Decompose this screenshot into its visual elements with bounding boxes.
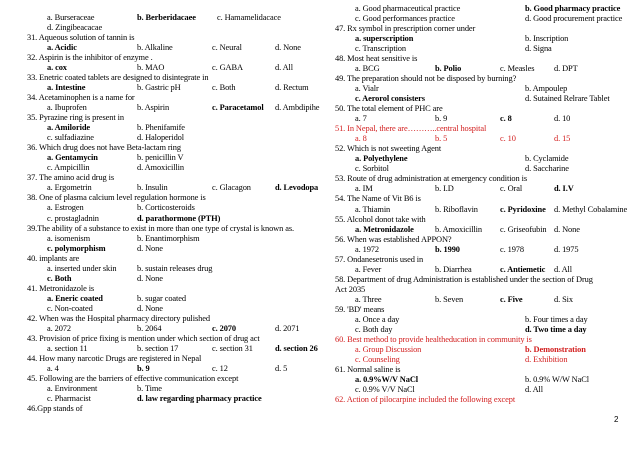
answer-option: a. Intestine: [47, 82, 86, 92]
question-text: 36. Which drug does not have Beta-lactam ring: [27, 143, 181, 153]
question-text: 59. 'BD' means: [335, 305, 385, 314]
answer-option: c. Counseling: [355, 355, 400, 365]
answer-option: c. 10: [500, 134, 516, 144]
answer-option: b. Enantimorphism: [137, 233, 200, 243]
answer-option: d. Exhibition: [525, 355, 568, 365]
answer-option: b. Good pharmacy practice: [525, 3, 621, 13]
answer-option: a. inserted under skin: [47, 263, 117, 273]
answer-option: b. section 17: [137, 344, 179, 354]
answer-option: b. Gastric pH: [137, 82, 181, 92]
question-text: 53. Route of drug administration at emergency condition is: [335, 174, 527, 184]
answer-option: a. Group Discussion: [355, 345, 422, 355]
question-text: 44. How many narcotic Drugs are registered in Nepal: [27, 354, 202, 364]
answer-option: a. Eneric coated: [47, 293, 103, 303]
question-text: 50. The total element of PHC are: [335, 104, 443, 113]
answer-option: d. Two time a day: [525, 325, 587, 335]
answer-option: a. cox: [47, 62, 67, 72]
answer-option: b. MAO: [137, 62, 165, 72]
answer-option: b. Insulin: [137, 183, 168, 193]
answer-option: c. prostagladnin: [47, 213, 99, 223]
answer-option: c. Both day: [355, 325, 393, 335]
answer-option: d. Six: [554, 294, 573, 304]
answer-option: c. Both: [47, 273, 72, 283]
answer-option: c. Antiemetic: [500, 264, 546, 274]
answer-option: c. Oral: [500, 184, 523, 194]
answer-option: d. parathormone (PTH): [137, 213, 221, 223]
answer-option: d. None: [137, 303, 163, 313]
question-text: 42. When was the Hospital pharmacy directory pulished: [27, 314, 210, 323]
answer-option: c. Griseofubin: [500, 224, 547, 234]
answer-option: b. Polio: [435, 63, 462, 73]
answer-option: c. Paracetamol: [212, 102, 264, 112]
question-text: 51. In Nepal, there are………..central hospital: [335, 124, 487, 134]
question-text: 37. The amino acid drug is: [27, 173, 115, 183]
answer-option: d. None: [137, 273, 163, 283]
answer-option: c. 2070: [212, 324, 236, 334]
answer-option: b. Time: [137, 384, 162, 394]
answer-option: c. polymorphism: [47, 243, 106, 253]
answer-option: a. Fever: [355, 264, 382, 274]
answer-option: a. Estrogen: [47, 203, 84, 213]
question-text: Act 2035: [335, 284, 366, 294]
answer-option: c. section 31: [212, 344, 253, 354]
answer-option: b. 9: [137, 364, 150, 374]
question-text: 47. Rx symbol in prescription corner under: [335, 23, 476, 33]
answer-option: c. Transcription: [355, 43, 406, 53]
answer-option: b. Phenifamife: [137, 123, 185, 133]
question-text: 43. Provision of price fixing is mention under which section of drug act: [27, 334, 260, 344]
answer-option: b. 5: [435, 134, 448, 144]
answer-option: d. Signa: [525, 43, 552, 53]
answer-option: a. 0.9%W/V NaCl: [355, 375, 419, 385]
answer-option: d. 1975: [554, 244, 579, 254]
answer-option: d. Good procurement practice: [525, 13, 623, 23]
answer-option: b. Berberidacaee: [137, 12, 196, 22]
question-text: 55. Alcohol donot take with: [335, 214, 426, 224]
answer-option: c. 12: [212, 364, 228, 374]
answer-option: a. Amiloride: [47, 123, 90, 133]
question-text: 54. The Name of Vit B6 is: [335, 194, 421, 204]
answer-option: a. Polyethylene: [355, 154, 408, 164]
answer-option: b. penicillin V: [137, 153, 184, 163]
answer-option: d. Sutained Relrare Tablet: [525, 93, 610, 103]
answer-option: b. Seven: [435, 294, 464, 304]
answer-option: a. section 11: [47, 344, 88, 354]
question-text: 31. Aqueous solution of tannin is: [27, 32, 135, 42]
answer-option: c. Non-coated: [47, 303, 93, 313]
answer-option: b. Demonstration: [525, 345, 586, 355]
answer-option: b. Ampoulep: [525, 83, 568, 93]
answer-option: c. Measles: [500, 63, 535, 73]
answer-option: b. Corticosteroids: [137, 203, 195, 213]
answer-option: c. 0.9% V/V NaCl: [355, 385, 415, 395]
question-text: 52. Which is not sweeting Agent: [335, 144, 442, 154]
answer-option: a. BCG: [355, 63, 380, 73]
answer-option: a. Thiamin: [355, 204, 391, 214]
answer-option: d. All: [525, 385, 544, 395]
answer-option: d. None: [275, 42, 301, 52]
question-text: 60. Best method to provide healtheducation in community is: [335, 335, 532, 345]
answer-option: a. Burseraceae: [47, 12, 95, 22]
answer-option: c. Sorbitol: [355, 164, 389, 174]
answer-option: a. 2072: [47, 324, 71, 334]
answer-option: a. Acidic: [47, 42, 77, 52]
question-text: 48. Most heat sensitive is: [335, 53, 418, 63]
question-text: 56. When was established APPON?: [335, 234, 452, 244]
answer-option: a. Once a day: [355, 315, 400, 325]
answer-option: a. Three: [355, 294, 382, 304]
question-text: 49. The preparation should not be disposed by burning?: [335, 73, 517, 83]
answer-option: b. Cyclamide: [525, 154, 569, 164]
answer-option: c. Both: [212, 82, 236, 92]
answer-option: d. All: [554, 264, 573, 274]
answer-option: d. Saccharine: [525, 164, 569, 174]
answer-option: c. Aerorol consisters: [355, 93, 425, 103]
answer-option: a. Metronidazole: [355, 224, 414, 234]
answer-option: a. Ibuprofen: [47, 102, 87, 112]
question-text: 58. Department of drug Administration is established under the section of Drug: [335, 274, 593, 284]
answer-option: d. 10: [554, 114, 571, 124]
answer-option: d. Amoxicillin: [137, 163, 184, 173]
answer-option: c. GABA: [212, 62, 243, 72]
answer-option: d. Levodopa: [275, 183, 319, 193]
question-text: 61. Normal saline is: [335, 365, 401, 375]
question-text: 32. Aspirin is the inhibitor of enzyme .: [27, 52, 153, 62]
answer-option: a. Vialr: [355, 83, 379, 93]
question-text: 40. implants are: [27, 253, 80, 263]
answer-option: b. 1990: [435, 244, 460, 254]
answer-option: c. Good performances practice: [355, 13, 455, 23]
question-text: 41. Metronidazole is: [27, 283, 95, 293]
answer-option: b. Riboflavin: [435, 204, 478, 214]
answer-option: a. Gentamycin: [47, 153, 98, 163]
answer-option: c. Ampicillin: [47, 163, 90, 173]
answer-option: b. I.D: [435, 184, 454, 194]
answer-option: b. Four times a day: [525, 315, 588, 325]
answer-option: d. section 26: [275, 344, 318, 354]
answer-option: b. 9: [435, 114, 448, 124]
answer-option: d. 2071: [275, 324, 300, 334]
answer-option: a. Good pharmaceutical practice: [355, 3, 461, 13]
question-text: 57. Ondanesetronis used in: [335, 254, 424, 264]
answer-option: c. Glacagon: [212, 183, 251, 193]
answer-option: d. I.V: [554, 184, 574, 194]
answer-option: d. Rectum: [275, 82, 309, 92]
answer-option: a. IM: [355, 184, 373, 194]
answer-option: b. Diarrhea: [435, 264, 472, 274]
answer-option: d. Zingibeacacae: [47, 22, 103, 32]
answer-option: c. Hamamelidacace: [217, 12, 281, 22]
answer-option: d. Methyl Cobalamine: [554, 204, 628, 214]
answer-option: b. Amoxicillin: [435, 224, 482, 234]
answer-option: c. Pharmacist: [47, 394, 91, 404]
answer-option: c. sulfadiazine: [47, 133, 94, 143]
answer-option: b. Aspirin: [137, 102, 170, 112]
question-text: 46.Gpp stands of: [27, 404, 83, 414]
question-text: 34. Acetaminophen is a name for: [27, 92, 135, 102]
answer-option: d. None: [137, 243, 163, 253]
answer-option: d. DPT: [554, 63, 578, 73]
question-text: 39.The ability of a substance to exist in more than one type of crystal is known as.: [27, 223, 294, 233]
answer-option: b. sustain releases drug: [137, 263, 213, 273]
answer-option: d. 5: [275, 364, 288, 374]
question-text: 33. Enetric coated tablets are designed to disintegrate in: [27, 72, 209, 82]
answer-option: b. sugar coated: [137, 293, 186, 303]
answer-option: a. Environment: [47, 384, 98, 394]
page-number: 2: [614, 415, 619, 424]
answer-option: b. 0.9% W/W NaCl: [525, 375, 589, 385]
answer-option: d. None: [554, 224, 580, 234]
answer-option: d. Haloperidol: [137, 133, 184, 143]
answer-option: b. Inscription: [525, 33, 569, 43]
question-text: 45. Following are the barriers of effective communication except: [27, 374, 239, 384]
answer-option: a. isomenism: [47, 233, 90, 243]
answer-option: b. Alkaline: [137, 42, 173, 52]
answer-option: c. Neural: [212, 42, 242, 52]
answer-option: a. 8: [355, 134, 367, 144]
answer-option: a. 7: [355, 114, 367, 124]
answer-option: a. Ergometrin: [47, 183, 92, 193]
answer-option: d. law regarding pharmacy practice: [137, 394, 262, 404]
answer-option: c. Pyridoxine: [500, 204, 546, 214]
answer-option: d. All: [275, 62, 294, 72]
answer-option: a. superscription: [355, 33, 414, 43]
answer-option: d. Ambdipihe: [275, 102, 320, 112]
answer-option: c. 1978: [500, 244, 524, 254]
question-text: 62. Action of pilocarpine included the following except: [335, 395, 516, 405]
answer-option: c. Five: [500, 294, 523, 304]
answer-option: a. 4: [47, 364, 59, 374]
question-text: 35. Pyrazine ring is present in: [27, 113, 124, 122]
answer-option: a. 1972: [355, 244, 379, 254]
answer-option: c. 8: [500, 114, 512, 124]
question-text: 38. One of plasma calcium level regulation hormone is: [27, 193, 206, 203]
answer-option: d. 15: [554, 134, 571, 144]
answer-option: b. 2064: [137, 324, 162, 334]
